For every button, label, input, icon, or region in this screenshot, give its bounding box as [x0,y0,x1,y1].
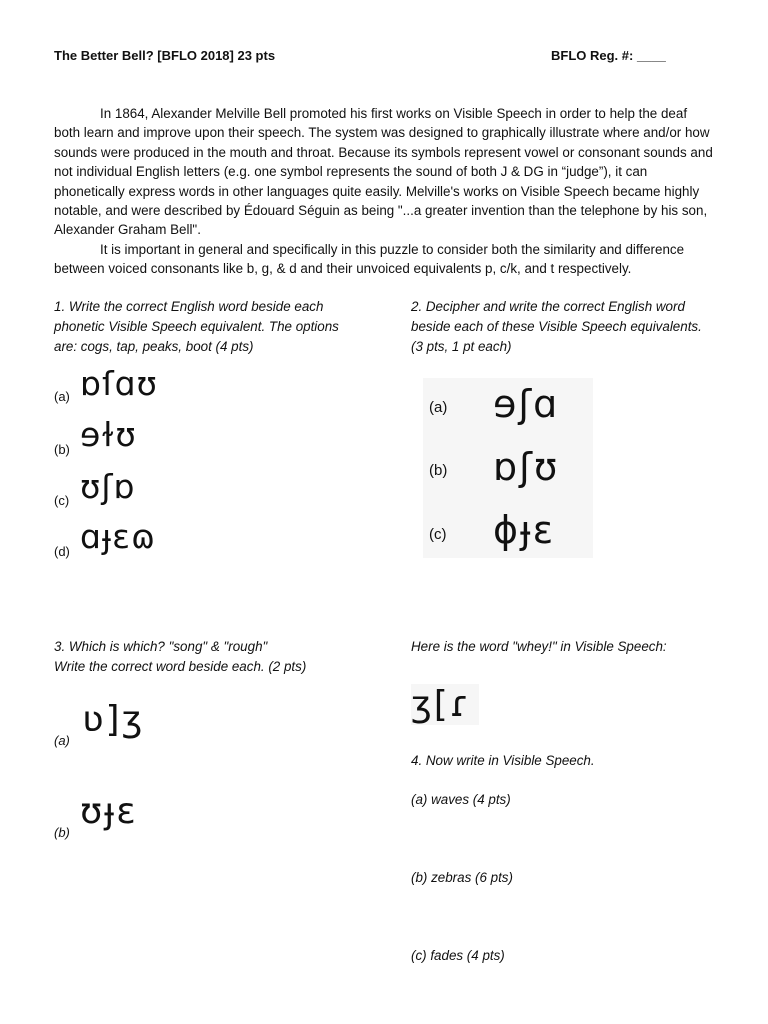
q1-item-b-symbols: ɘɫʊ [80,415,137,454]
registration-number: BFLO Reg. #: ____ [551,48,666,63]
q2-item-b-label: (b) [429,462,448,479]
q3-item-b-label: (b) [54,825,70,840]
q1-item-d-label: (d) [54,544,70,559]
q1-item-a-label: (a) [54,389,70,404]
q1-item-b-label: (b) [54,442,70,457]
q1-item-a-symbols: ɒſɑʊ [80,364,158,403]
q1-item-d-symbols: ɑɟɛɷ [80,517,156,556]
whey-symbols: ʒ[ɾ [411,684,479,725]
q2-symbol-panel [423,378,593,558]
q3-item-b-symbols: ʊɟɛ [80,791,138,832]
whey-example-text: Here is the word "whey!" in Visible Speech: [411,639,667,654]
q2-item-a-label: (a) [429,399,448,416]
q2-item-c-label: (c) [429,526,447,543]
q1-item-c-symbols: ʊʃɒ [80,467,136,506]
puzzle-title: The Better Bell? [BFLO 2018] 23 pts [54,48,276,63]
intro-paragraph-1: In 1864, Alexander Melville Bell promoted his first works on Visible Speech in order to help the deaf both learn and improve upon their speech. The system was designed to graphically illustrate where and/or how sounds were produced in the mouth and throat. Because its symbols represent vowel or consonant sounds and not individual English letters (e.g. one symbol represents the sound of both J & DG in “judge”), it can phonetically express words in other languages quite easily. Melville's works on Visible Speech became highly notable, and were described by Édouard Séguin as being "...a greater invention than the telephone by his son, Alexander Graham Bell". [54,106,713,238]
q1-item-c-label: (c) [54,493,70,508]
question-1-prompt: 1. Write the correct English word beside each phonetic Visible Speech equivalent. The options are: cogs, tap, peaks, boot (4 pts) [54,299,339,354]
intro-text [54,104,714,279]
q2-item-c-symbols: ɸɟɛ [493,508,556,552]
q3-item-a-label: (a) [54,733,70,748]
intro-paragraph-2: It is important in general and specifically in this puzzle to consider both the similarity and difference between voiced consonants like b, g, & d and their unvoiced equivalents p, c/k, and t respectively. [54,241,685,277]
q3-item-a-symbols: ʋ]ʒ [82,699,145,740]
q4-item-b: (b) zebras (6 pts) [411,870,513,885]
q2-item-b-symbols: ɒʃʊ [493,445,560,489]
q4-item-a: (a) waves (4 pts) [411,792,511,807]
question-3-prompt: 3. Which is which? "song" & "rough" Write the correct word beside each. (2 pts) [54,639,307,674]
question-4-prompt: 4. Now write in Visible Speech. [411,753,595,768]
question-2-prompt: 2. Decipher and write the correct English word beside each of these Visible Speech equivalents. (3 pts, 1 pt each) [411,299,702,354]
q2-item-a-symbols: ɘʃɑ [493,382,560,426]
q4-item-c: (c) fades (4 pts) [411,948,505,963]
